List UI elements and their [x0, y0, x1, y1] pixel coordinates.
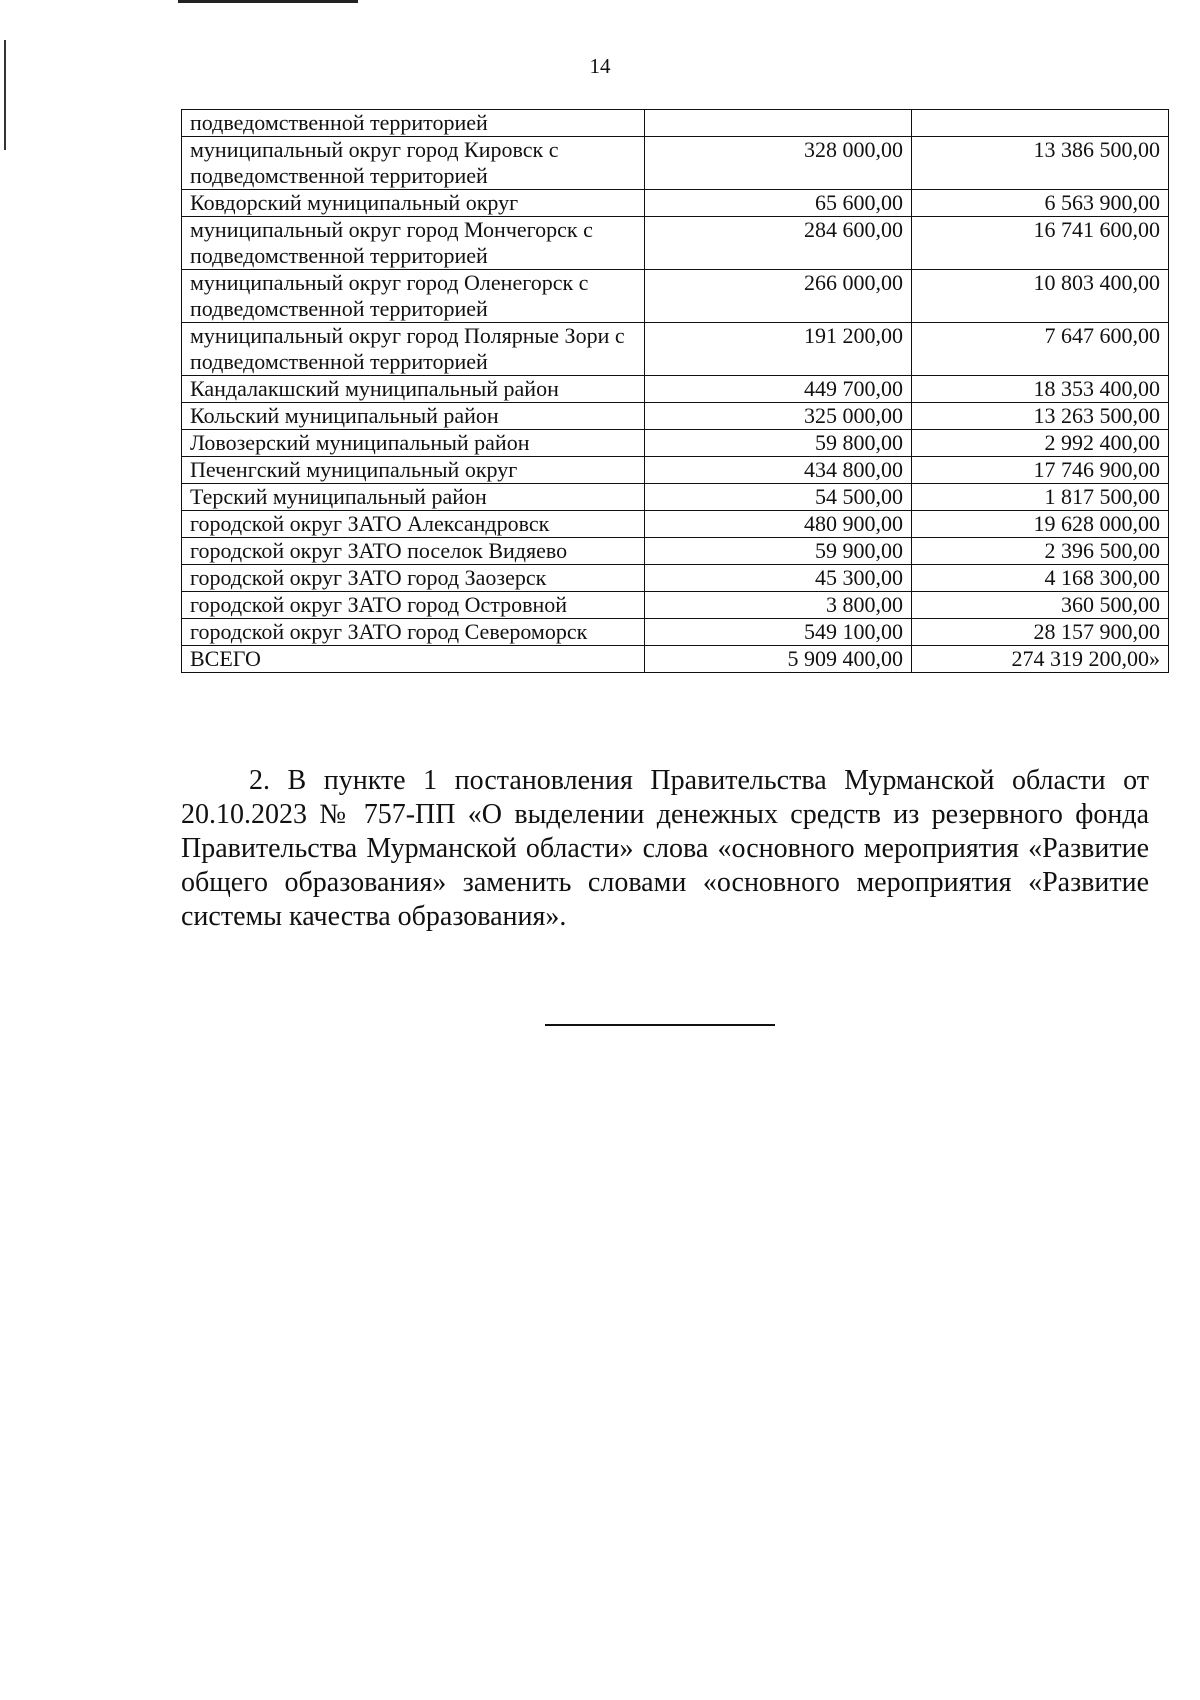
- municipality-name-cell: Ловозерский муниципальный район: [182, 430, 645, 457]
- amount-column-1-cell: 266 000,00: [645, 270, 912, 323]
- table-row: [182, 484, 1169, 511]
- amount-column-1-cell: [645, 110, 912, 137]
- municipality-name-cell: Ковдорский муниципальный округ: [182, 190, 645, 217]
- amount-column-1-cell: 59 800,00: [645, 430, 912, 457]
- municipality-name-cell: городской округ ЗАТО поселок Видяево: [182, 538, 645, 565]
- allocation-table-body: [182, 110, 1169, 673]
- amount-column-2-cell: 13 386 500,00: [912, 137, 1169, 190]
- municipality-name-cell: Печенгский муниципальный округ: [182, 457, 645, 484]
- amount-column-2-cell: 28 157 900,00: [912, 619, 1169, 646]
- table-row: [182, 511, 1169, 538]
- amount-column-2-cell: [912, 110, 1169, 137]
- amount-column-1-cell: 549 100,00: [645, 619, 912, 646]
- table-row: [182, 190, 1169, 217]
- amount-column-1-cell: 45 300,00: [645, 565, 912, 592]
- amount-column-2-cell: 17 746 900,00: [912, 457, 1169, 484]
- table-row: [182, 430, 1169, 457]
- table-row: [182, 137, 1169, 190]
- page-number: 14: [589, 54, 611, 78]
- table-row: [182, 538, 1169, 565]
- table-row: [182, 619, 1169, 646]
- municipality-name-cell: Терский муниципальный район: [182, 484, 645, 511]
- amount-column-1-cell: 65 600,00: [645, 190, 912, 217]
- amount-column-2-cell: 6 563 900,00: [912, 190, 1169, 217]
- table-row: [182, 376, 1169, 403]
- table-row: [182, 403, 1169, 430]
- municipality-name-cell: ВСЕГО: [182, 646, 645, 673]
- amount-column-1-cell: 284 600,00: [645, 217, 912, 270]
- amount-column-2-cell: 360 500,00: [912, 592, 1169, 619]
- scan-edge-mark-top: [178, 0, 358, 3]
- table-row: [182, 217, 1169, 270]
- municipality-name-cell: городской округ ЗАТО город Североморск: [182, 619, 645, 646]
- amount-column-1-cell: 325 000,00: [645, 403, 912, 430]
- municipality-name-cell: муниципальный округ город Полярные Зори с подведомственной территорией: [182, 323, 645, 376]
- municipality-name-cell: городской округ ЗАТО город Заозерск: [182, 565, 645, 592]
- table-row: [182, 110, 1169, 137]
- amount-column-1-cell: 3 800,00: [645, 592, 912, 619]
- amount-column-2-cell: 10 803 400,00: [912, 270, 1169, 323]
- amendment-paragraph-text: 2. В пункте 1 постановления Правительства Мурманской области от 20.10.2023 № 757-ПП «О выделении денежных средств из резервного фонда Правительства Мурманской области» слова «основного мероприятия «Развитие общего образования» заменить словами «основного мероприятия «Развитие системы качества образования».: [181, 765, 1149, 932]
- amount-column-1-cell: 191 200,00: [645, 323, 912, 376]
- municipality-name-cell: Кандалакшский муниципальный район: [182, 376, 645, 403]
- amount-column-1-cell: 5 909 400,00: [645, 646, 912, 673]
- amount-column-2-cell: 2 992 400,00: [912, 430, 1169, 457]
- municipality-name-cell: Кольский муниципальный район: [182, 403, 645, 430]
- municipality-name-cell: муниципальный округ город Кировск с подведомственной территорией: [182, 137, 645, 190]
- table-row: [182, 592, 1169, 619]
- amount-column-1-cell: 480 900,00: [645, 511, 912, 538]
- amount-column-2-cell: 4 168 300,00: [912, 565, 1169, 592]
- municipality-name-cell: муниципальный округ город Мончегорск с подведомственной территорией: [182, 217, 645, 270]
- amount-column-1-cell: 449 700,00: [645, 376, 912, 403]
- amount-column-2-cell: 7 647 600,00: [912, 323, 1169, 376]
- amount-column-1-cell: 434 800,00: [645, 457, 912, 484]
- municipality-name-cell: подведомственной территорией: [182, 110, 645, 137]
- amount-column-1-cell: 54 500,00: [645, 484, 912, 511]
- table-row: [182, 457, 1169, 484]
- amount-column-1-cell: 59 900,00: [645, 538, 912, 565]
- municipality-name-cell: городской округ ЗАТО Александровск: [182, 511, 645, 538]
- amount-column-2-cell: 16 741 600,00: [912, 217, 1169, 270]
- amount-column-2-cell: 274 319 200,00»: [912, 646, 1169, 673]
- amount-column-1-cell: 328 000,00: [645, 137, 912, 190]
- table-row: [182, 565, 1169, 592]
- municipality-name-cell: городской округ ЗАТО город Островной: [182, 592, 645, 619]
- allocation-table: [181, 109, 1169, 673]
- amendment-paragraph: [181, 764, 1149, 934]
- municipality-name-cell: муниципальный округ город Оленегорск с подведомственной территорией: [182, 270, 645, 323]
- table-row: [182, 270, 1169, 323]
- table-row: [182, 323, 1169, 376]
- amount-column-2-cell: 1 817 500,00: [912, 484, 1169, 511]
- table-row: [182, 646, 1169, 673]
- amount-column-2-cell: 19 628 000,00: [912, 511, 1169, 538]
- amount-column-2-cell: 13 263 500,00: [912, 403, 1169, 430]
- amount-column-2-cell: 2 396 500,00: [912, 538, 1169, 565]
- amount-column-2-cell: 18 353 400,00: [912, 376, 1169, 403]
- end-of-document-rule: [545, 1024, 775, 1026]
